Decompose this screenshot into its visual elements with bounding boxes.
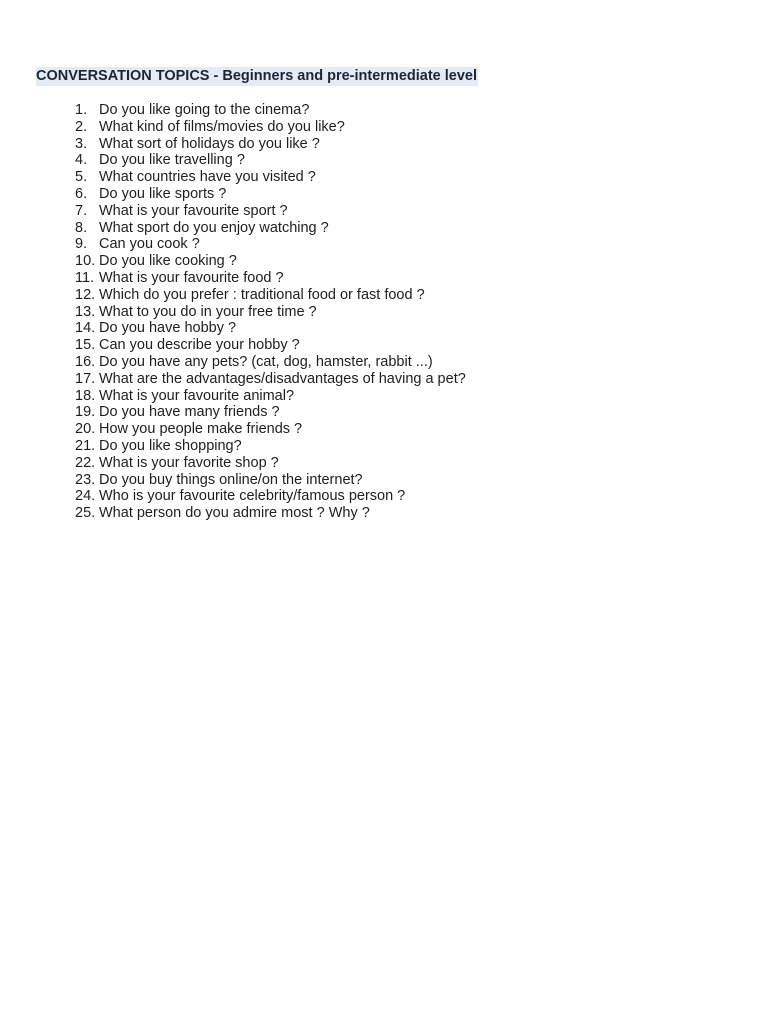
question-number: 2.: [75, 118, 88, 135]
question-list: [0, 102, 740, 522]
list-item: [0, 287, 740, 304]
question-text: Do you have many friends ?: [99, 404, 280, 421]
question-number: 3.: [75, 135, 88, 152]
question-text: How you people make friends ?: [99, 421, 303, 438]
question-number: 22.: [75, 454, 96, 471]
question-number: 9.: [75, 236, 88, 253]
question-number: 5.: [75, 169, 88, 186]
question-text: What kind of films/movies do you like?: [99, 118, 345, 135]
question-text: What to you do in your free time ?: [99, 303, 317, 320]
list-item: [0, 488, 740, 505]
question-text: Do you like sports ?: [99, 185, 227, 202]
question-text: Do you have hobby ?: [99, 320, 237, 337]
question-text: Do you like cooking ?: [99, 253, 237, 270]
question-number: 24.: [75, 488, 96, 505]
list-item: [0, 220, 740, 237]
question-text: Can you describe your hobby ?: [99, 337, 300, 354]
question-number: 18.: [75, 387, 96, 404]
list-item: [0, 253, 740, 270]
question-text: Do you have any pets? (cat, dog, hamster, rabbit ...): [99, 353, 433, 370]
question-number: 4.: [75, 152, 88, 169]
question-number: 15.: [75, 337, 96, 354]
question-text: What is your favourite animal?: [99, 387, 295, 404]
list-item: [0, 438, 740, 455]
question-text: What countries have you visited ?: [99, 169, 316, 186]
list-item: [0, 102, 740, 119]
list-item: [0, 136, 740, 153]
question-number: 10.: [75, 253, 96, 270]
question-number: 16.: [75, 353, 96, 370]
question-text: What person do you admire most ? Why ?: [99, 505, 370, 522]
question-number: 7.: [75, 202, 88, 219]
question-text: What are the advantages/disadvantages of having a pet?: [99, 370, 466, 387]
list-item: [0, 186, 740, 203]
list-item: [0, 371, 740, 388]
list-item: [0, 505, 740, 522]
question-number: 20.: [75, 421, 96, 438]
question-number: 6.: [75, 185, 88, 202]
question-text: Who is your favourite celebrity/famous person ?: [99, 488, 406, 505]
question-text: What is your favourite sport ?: [99, 202, 288, 219]
question-number: 11.: [75, 269, 95, 286]
list-item: [0, 388, 740, 405]
question-number: 13.: [75, 303, 96, 320]
question-text: What is your favorite shop ?: [99, 454, 279, 471]
list-item: [0, 421, 740, 438]
list-item: [0, 152, 740, 169]
question-text: Can you cook ?: [99, 236, 200, 253]
list-item: [0, 236, 740, 253]
list-item: [0, 354, 740, 371]
question-number: 1.: [75, 102, 88, 118]
question-text: What sport do you enjoy watching ?: [99, 219, 329, 236]
question-text: Do you like shopping?: [99, 437, 242, 454]
question-number: 14.: [75, 320, 96, 337]
list-item: [0, 304, 740, 321]
question-text: Which do you prefer : traditional food or fast food ?: [99, 286, 425, 303]
list-item: [0, 455, 740, 472]
list-item: [0, 404, 740, 421]
question-text: What sort of holidays do you like ?: [99, 135, 320, 152]
question-number: 12.: [75, 286, 96, 303]
list-item: [0, 119, 740, 136]
question-text: What is your favourite food ?: [99, 269, 284, 286]
question-number: 23.: [75, 471, 96, 488]
list-item: [0, 203, 740, 220]
question-number: 25.: [75, 505, 96, 522]
question-number: 17.: [75, 370, 96, 387]
question-text: Do you like going to the cinema?: [99, 102, 310, 118]
question-text: Do you like travelling ?: [99, 152, 245, 169]
document-title: CONVERSATION TOPICS - Beginners and pre-intermediate level: [36, 68, 478, 84]
question-number: 19.: [75, 404, 96, 421]
list-item: [0, 270, 740, 287]
question-number: 21.: [75, 437, 96, 454]
list-item: [0, 169, 740, 186]
list-item: [0, 320, 740, 337]
list-item: [0, 472, 740, 489]
question-text: Do you buy things online/on the internet?: [99, 471, 363, 488]
question-number: 8.: [75, 219, 88, 236]
list-item: [0, 337, 740, 354]
